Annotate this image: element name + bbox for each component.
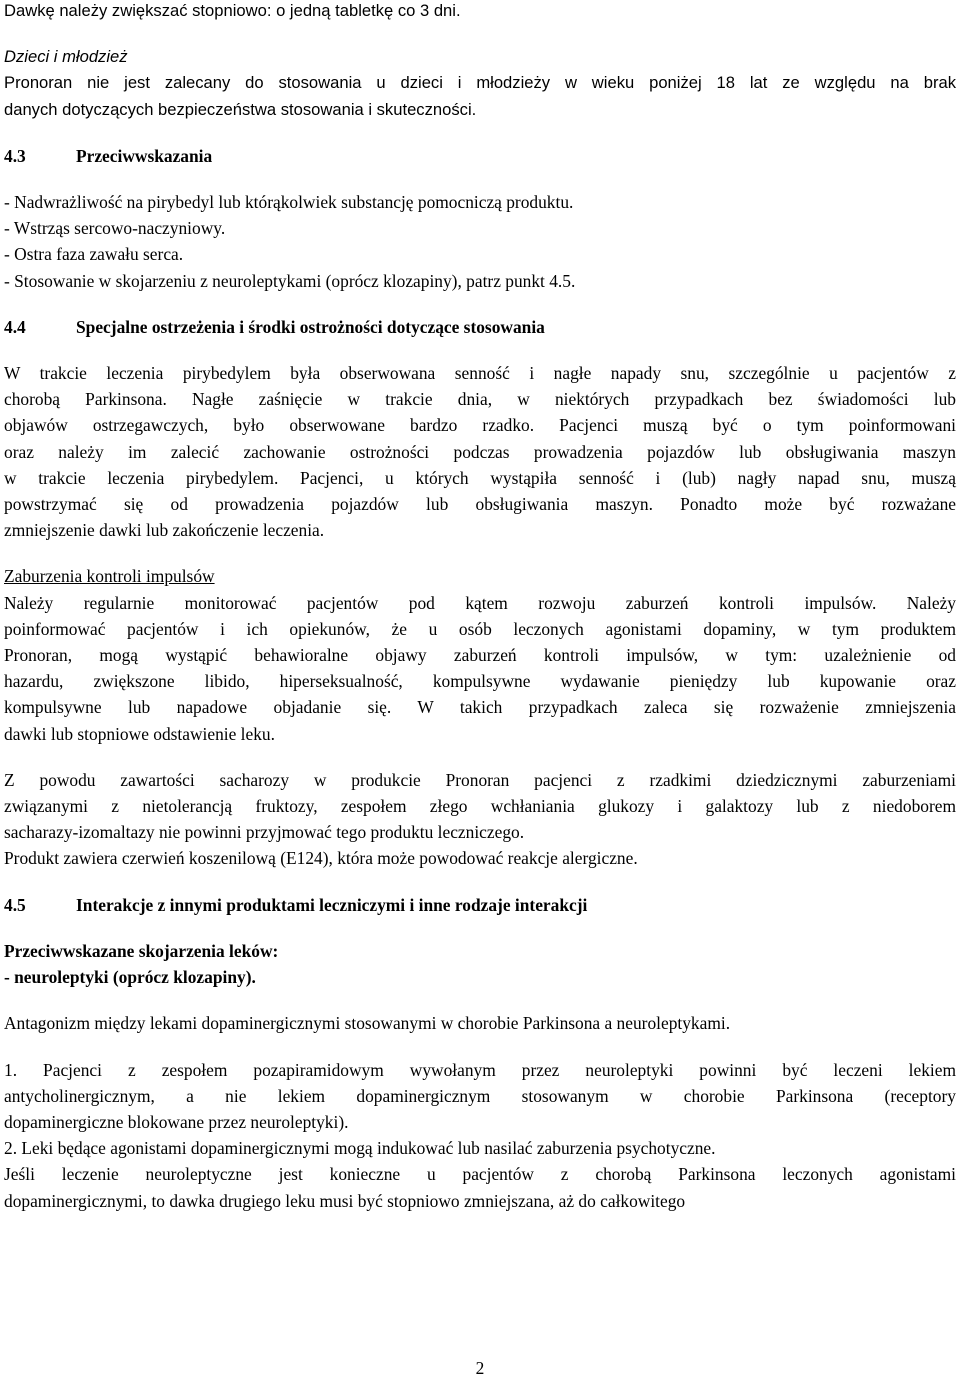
children-text-line: danych dotyczących bezpieczeństwa stosowania i skuteczności. [4,99,477,119]
spacer [4,1037,956,1057]
children-heading: Dzieci i młodzież [4,47,128,67]
children-text-line: Pronoran nie jest zalecany do stosowania u dzieci i młodzieży w wieku poniżej 18 lat ze względu na brak [4,73,956,93]
contraindicated-combination-item: - neuroleptyki (oprócz klozapiny). [4,967,256,988]
dose-increase-note: Dawkę należy zwiększać stopniowo: o jedną tabletkę co 3 dni. [4,1,461,20]
impulse-paragraph-line: poinformować pacjentów i ich opiekunów, że u osób leczonych agonistami dopaminy, w tym produktem [4,618,956,639]
warning-paragraph-line: objawów ostrzegawczych, było obserwowane bardzo rzadko. Pacjenci muszą być o tym poinformowani [4,415,956,436]
spacer [4,169,956,189]
warning-paragraph-line: powstrzymać się od prowadzenia pojazdów lub obsługiwania maszyn. Ponadto może być rozważane [4,494,956,515]
spacer [4,24,956,44]
impulse-control-heading: Zaburzenia kontroli impulsów [4,566,215,587]
warning-paragraph-line: oraz należy im zalecić zachowanie ostrożności podczas prowadzenia pojazdów lub obsługiwania maszyn [4,441,956,462]
dye-warning-line: Produkt zawiera czerwień koszenilową (E124), która może powodować reakcje alergiczne. [4,848,638,869]
spacer [4,872,956,892]
sucrose-paragraph-line: Z powodu zawartości sacharozy w produkcie Pronoran pacjenci z rzadkimi dziedzicznymi zaburzeniami [4,769,956,790]
warning-paragraph-line: chorobą Parkinsona. Nagłe zaśnięcie w trakcie dnia, w niektórych przypadkach bez świadomości lub [4,389,956,410]
warning-paragraph-line: zmniejszenie dawki lub zakończenie leczenia. [4,520,325,541]
spacer [4,747,956,767]
spacer [4,543,956,563]
impulse-paragraph-line: hazardu, zwiększone libido, hiperseksualność, kompulsywne wydawanie pieniędzy lub kupowanie oraz [4,671,956,692]
impulse-paragraph-line: Należy regularnie monitorować pacjentów pod kątem rozwoju zaburzeń kontroli impulsów. Należy [4,592,956,613]
section-title: Interakcje z innymi produktami leczniczymi i inne rodzaje interakcji [76,894,588,915]
impulse-paragraph-line: Pronoran, mogą wystąpić behawioralne objawy zaburzeń kontroli impulsów, w tym: uzależnienie od [4,645,956,666]
point-one-line: dopaminergiczne blokowane przez neuroleptyki). [4,1111,349,1132]
section-4-5-heading [4,892,956,918]
spacer [4,340,956,360]
impulse-paragraph-line: dawki lub stopniowe odstawienie leku. [4,723,275,744]
point-one-line: antycholinergicznym, a nie lekiem dopaminergicznym stosowanym w chorobie Parkinsona (receptory [4,1085,956,1106]
page-number: 2 [475,1358,485,1378]
point-two-line: 2. Leki będące agonistami dopaminergicznymi mogą indukować lub nasilać zaburzenia psychotyczne. [4,1138,716,1159]
contraindication-item: - Stosowanie w skojarzeniu z neuroleptykami (oprócz klozapiny), patrz punkt 4.5. [4,270,576,291]
spacer [4,990,956,1010]
point-two-line: Jeśli leczenie neuroleptyczne jest konieczne u pacjentów z chorobą Parkinsona leczonych agonistami [4,1164,956,1185]
point-one-line: 1. Pacjenci z zespołem pozapiramidowym wywołanym przez neuroleptyki powinni być leczeni lekiem [4,1059,956,1080]
antagonism-line: Antagonizm między lekami dopaminergicznymi stosowanymi w chorobie Parkinsona a neuroleptykami. [4,1013,731,1034]
section-title: Przeciwwskazania [76,145,213,166]
sucrose-paragraph-line: związanymi z nietolerancją fruktozy, zespołem złego wchłaniania glukozy i galaktozy lub z niedoborem [4,796,956,817]
warning-paragraph-line: W trakcie leczenia pirybedylem była obserwowana senność i nagłe napady snu, szczególnie u pacjentów z [4,363,956,384]
section-4-4-heading [4,314,956,340]
spacer [4,294,956,314]
spacer [4,123,956,143]
contraindication-item: - Nadwrażliwość na pirybedyl lub którąkolwiek substancję pomocniczą produktu. [4,192,574,213]
section-number: 4.5 [4,894,26,915]
section-number: 4.3 [4,145,26,166]
sucrose-paragraph-line: sacharazy-izomaltazy nie powinni przyjmować tego produktu leczniczego. [4,822,525,843]
section-4-3-heading [4,143,956,169]
contraindication-item: - Ostra faza zawału serca. [4,244,184,265]
section-number: 4.4 [4,316,26,337]
document-page [4,0,956,1214]
impulse-paragraph-line: kompulsywne lub napadowe objadanie się. W takich przypadkach zaleca się rozważenie zmniejszenia [4,697,956,718]
spacer [4,918,956,938]
warning-paragraph-line: w trakcie leczenia pirybedylem. Pacjenci, u których wystąpiła senność i (lub) nagły napad snu, muszą [4,467,956,488]
point-two-line: dopaminergicznymi, to dawka drugiego leku musi być stopniowo zmniejszana, aż do całkowitego [4,1190,686,1211]
contraindicated-combinations-heading: Przeciwwskazane skojarzenia leków: [4,940,279,961]
section-title: Specjalne ostrzeżenia i środki ostrożności dotyczące stosowania [76,316,545,337]
contraindication-item: - Wstrząs sercowo-naczyniowy. [4,218,226,239]
